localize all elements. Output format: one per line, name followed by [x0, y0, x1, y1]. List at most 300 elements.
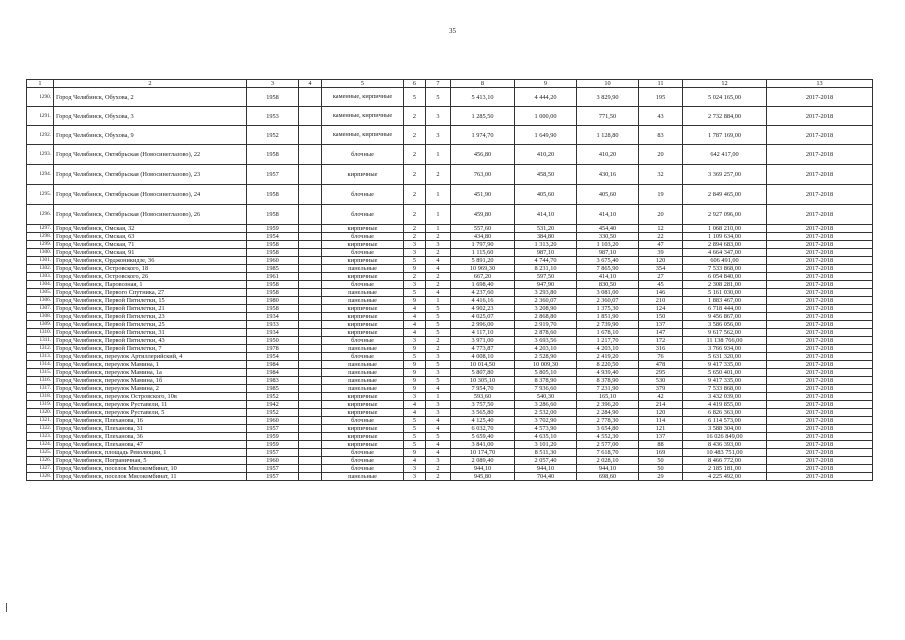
repair-cost-cell: 4 419 855,00	[683, 401, 767, 409]
year-built-cell: 1984	[247, 369, 299, 377]
address-cell: Город Челябинск, переулок Мамина, 1а	[54, 369, 247, 377]
table-row	[27, 185, 873, 205]
edge-mark	[6, 603, 7, 612]
repair-cost-cell: 3 588 304,00	[683, 425, 767, 433]
repair-cost-cell: 2 185 181,00	[683, 465, 767, 473]
repair-cost-cell: 1 787 169,00	[683, 126, 767, 145]
entrances-cell: 4	[426, 265, 451, 273]
table-row	[27, 345, 873, 353]
address-cell: Город Челябинск, Первой Пятилетки, 25	[54, 321, 247, 329]
private-area-cell: 987,10	[577, 249, 639, 257]
entrances-cell: 1	[426, 205, 451, 225]
residents-cell: 76	[639, 353, 683, 361]
private-area-cell: 2 739,90	[577, 321, 639, 329]
private-area-cell: 7 618,70	[577, 449, 639, 457]
repair-cost-cell: 6 114 573,00	[683, 417, 767, 425]
residents-cell: 210	[639, 297, 683, 305]
repair-cost-cell: 5 161 030,00	[683, 289, 767, 297]
private-area-cell: 4 203,10	[577, 345, 639, 353]
residents-cell: 114	[639, 417, 683, 425]
table-row	[27, 417, 873, 425]
entrances-cell: 5	[426, 305, 451, 313]
address-cell: Город Челябинск, Плеханова, 47	[54, 441, 247, 449]
private-area-cell: 414,10	[577, 205, 639, 225]
address-cell: Город Челябинск, Первой Пятилетки, 23	[54, 313, 247, 321]
floors-cell: 4	[404, 305, 426, 313]
col4-cell	[299, 385, 322, 393]
row-index-cell: 1313.	[27, 353, 54, 361]
total-area-cell: 1 797,90	[451, 241, 515, 249]
row-index-cell: 1317.	[27, 385, 54, 393]
residential-area-cell: 4 635,10	[515, 433, 577, 441]
wall-material-cell: кирпичные	[322, 393, 404, 401]
repair-cost-cell: 5 024 165,00	[683, 88, 767, 107]
col4-cell	[299, 409, 322, 417]
wall-material-cell: блочные	[322, 337, 404, 345]
entrances-cell: 5	[426, 361, 451, 369]
table-row	[27, 281, 873, 289]
floors-cell: 5	[404, 425, 426, 433]
wall-material-cell: кирпичные	[322, 165, 404, 185]
col4-cell	[299, 305, 322, 313]
total-area-cell: 4 125,40	[451, 417, 515, 425]
col4-cell	[299, 165, 322, 185]
row-index-cell: 1292.	[27, 126, 54, 145]
address-cell: Город Челябинск, Октябрьская (Новосинеглазово), 24	[54, 185, 247, 205]
entrances-cell: 5	[426, 377, 451, 385]
row-index-cell: 1298.	[27, 233, 54, 241]
floors-cell: 4	[404, 457, 426, 465]
year-built-cell: 1983	[247, 377, 299, 385]
repair-period-cell: 2017-2018	[767, 425, 873, 433]
column-number-cell: 12	[683, 80, 767, 88]
address-cell: Город Челябинск, Островского, 18	[54, 265, 247, 273]
residents-cell: 88	[639, 441, 683, 449]
private-area-cell: 405,60	[577, 185, 639, 205]
year-built-cell: 1960	[247, 417, 299, 425]
floors-cell: 5	[404, 289, 426, 297]
total-area-cell: 451,90	[451, 185, 515, 205]
total-area-cell: 456,80	[451, 145, 515, 165]
repair-cost-cell: 2 732 884,00	[683, 107, 767, 126]
residential-area-cell: 2 868,80	[515, 313, 577, 321]
col4-cell	[299, 401, 322, 409]
private-area-cell: 410,20	[577, 145, 639, 165]
year-built-cell: 1958	[247, 88, 299, 107]
residents-cell: 20	[639, 205, 683, 225]
table-row	[27, 449, 873, 457]
column-number-cell: 9	[515, 80, 577, 88]
wall-material-cell: кирпичные	[322, 441, 404, 449]
table-row	[27, 313, 873, 321]
repair-period-cell: 2017-2018	[767, 329, 873, 337]
floors-cell: 9	[404, 345, 426, 353]
table-row	[27, 165, 873, 185]
private-area-cell: 2 419,20	[577, 353, 639, 361]
year-built-cell: 1957	[247, 473, 299, 481]
row-index-cell: 1322.	[27, 425, 54, 433]
entrances-cell: 4	[426, 449, 451, 457]
repair-period-cell: 2017-2018	[767, 265, 873, 273]
wall-material-cell: блочные	[322, 233, 404, 241]
total-area-cell: 1 974,70	[451, 126, 515, 145]
total-area-cell: 4 008,10	[451, 353, 515, 361]
row-index-cell: 1291.	[27, 107, 54, 126]
repair-period-cell: 2017-2018	[767, 165, 873, 185]
repair-cost-cell: 2 894 683,00	[683, 241, 767, 249]
repair-cost-cell: 5 631 320,00	[683, 353, 767, 361]
private-area-cell: 2 360,07	[577, 297, 639, 305]
entrances-cell: 4	[426, 385, 451, 393]
address-cell: Город Челябинск, Первой Пятилетки, 7	[54, 345, 247, 353]
repair-period-cell: 2017-2018	[767, 441, 873, 449]
residents-cell: 214	[639, 401, 683, 409]
residential-area-cell: 3 693,56	[515, 337, 577, 345]
table-row	[27, 465, 873, 473]
col4-cell	[299, 465, 322, 473]
floors-cell: 3	[404, 465, 426, 473]
entrances-cell: 3	[426, 401, 451, 409]
table-row	[27, 385, 873, 393]
floors-cell: 5	[404, 257, 426, 265]
residential-area-cell: 3 208,90	[515, 305, 577, 313]
address-cell: Город Челябинск, переулок Руставели, 11	[54, 401, 247, 409]
repair-period-cell: 2017-2018	[767, 409, 873, 417]
table-row	[27, 88, 873, 107]
entrances-cell: 2	[426, 465, 451, 473]
entrances-cell: 3	[426, 107, 451, 126]
column-number-cell: 1	[27, 80, 54, 88]
year-built-cell: 1954	[247, 233, 299, 241]
residents-cell: 295	[639, 369, 683, 377]
table-row	[27, 473, 873, 481]
row-index-cell: 1307.	[27, 305, 54, 313]
entrances-cell: 2	[426, 273, 451, 281]
total-area-cell: 4 025,07	[451, 313, 515, 321]
floors-cell: 2	[404, 165, 426, 185]
year-built-cell: 1957	[247, 465, 299, 473]
address-cell: Город Челябинск, Первой Пятилетки, 15	[54, 297, 247, 305]
residents-cell: 43	[639, 107, 683, 126]
private-area-cell: 2 778,30	[577, 417, 639, 425]
residential-area-cell: 4 744,70	[515, 257, 577, 265]
address-cell: Город Челябинск, Островского, 26	[54, 273, 247, 281]
residential-area-cell: 8 231,10	[515, 265, 577, 273]
total-area-cell: 459,80	[451, 205, 515, 225]
residential-area-cell: 10 009,30	[515, 361, 577, 369]
floors-cell: 2	[404, 145, 426, 165]
col4-cell	[299, 425, 322, 433]
private-area-cell: 2 577,00	[577, 441, 639, 449]
year-built-cell: 1957	[247, 449, 299, 457]
floors-cell: 3	[404, 473, 426, 481]
col4-cell	[299, 185, 322, 205]
total-area-cell: 10 014,50	[451, 361, 515, 369]
row-index-cell: 1324.	[27, 441, 54, 449]
wall-material-cell: каменные, кирпичные	[322, 107, 404, 126]
col4-cell	[299, 321, 322, 329]
residents-cell: 379	[639, 385, 683, 393]
table-row	[27, 393, 873, 401]
residential-area-cell: 944,10	[515, 465, 577, 473]
year-built-cell: 1952	[247, 393, 299, 401]
entrances-cell: 4	[426, 257, 451, 265]
repair-cost-cell: 6 826 363,00	[683, 409, 767, 417]
floors-cell: 3	[404, 337, 426, 345]
private-area-cell: 3 829,90	[577, 88, 639, 107]
repair-period-cell: 2017-2018	[767, 88, 873, 107]
private-area-cell: 2 284,90	[577, 409, 639, 417]
row-index-cell: 1321.	[27, 417, 54, 425]
table-row	[27, 233, 873, 241]
total-area-cell: 2 996,00	[451, 321, 515, 329]
address-cell: Город Челябинск, Октябрьская (Новосинеглазово), 26	[54, 205, 247, 225]
col4-cell	[299, 441, 322, 449]
residents-cell: 50	[639, 457, 683, 465]
year-built-cell: 1958	[247, 205, 299, 225]
repair-period-cell: 2017-2018	[767, 205, 873, 225]
total-area-cell: 1 698,40	[451, 281, 515, 289]
repair-period-cell: 2017-2018	[767, 337, 873, 345]
private-area-cell: 1 851,90	[577, 313, 639, 321]
col4-cell	[299, 337, 322, 345]
wall-material-cell: блочные	[322, 457, 404, 465]
wall-material-cell: кирпичные	[322, 313, 404, 321]
residents-cell: 530	[639, 377, 683, 385]
residential-area-cell: 4 444,20	[515, 88, 577, 107]
col4-cell	[299, 265, 322, 273]
table-row	[27, 289, 873, 297]
residents-cell: 195	[639, 88, 683, 107]
col4-cell	[299, 361, 322, 369]
residents-cell: 150	[639, 313, 683, 321]
col4-cell	[299, 257, 322, 265]
floors-cell: 2	[404, 233, 426, 241]
year-built-cell: 1954	[247, 353, 299, 361]
floors-cell: 9	[404, 377, 426, 385]
total-area-cell: 3 841,00	[451, 441, 515, 449]
column-number-cell: 7	[426, 80, 451, 88]
year-built-cell: 1985	[247, 385, 299, 393]
total-area-cell: 6 032,70	[451, 425, 515, 433]
table-row	[27, 225, 873, 233]
residential-area-cell: 2 919,70	[515, 321, 577, 329]
floors-cell: 2	[404, 205, 426, 225]
table-row	[27, 273, 873, 281]
repair-period-cell: 2017-2018	[767, 185, 873, 205]
floors-cell: 9	[404, 449, 426, 457]
entrances-cell: 1	[426, 393, 451, 401]
private-area-cell: 944,10	[577, 465, 639, 473]
column-number-cell: 11	[639, 80, 683, 88]
table-row	[27, 401, 873, 409]
table-row	[27, 249, 873, 257]
residents-cell: 42	[639, 393, 683, 401]
table-row	[27, 205, 873, 225]
total-area-cell: 593,60	[451, 393, 515, 401]
col4-cell	[299, 377, 322, 385]
wall-material-cell: панельные	[322, 361, 404, 369]
private-area-cell: 8 378,90	[577, 377, 639, 385]
wall-material-cell: панельные	[322, 369, 404, 377]
total-area-cell: 5 413,10	[451, 88, 515, 107]
total-area-cell: 557,60	[451, 225, 515, 233]
repair-cost-cell: 1 883 467,00	[683, 297, 767, 305]
table-row	[27, 457, 873, 465]
private-area-cell: 1 217,70	[577, 337, 639, 345]
repair-period-cell: 2017-2018	[767, 433, 873, 441]
private-area-cell: 4 552,30	[577, 433, 639, 441]
page-number: 35	[449, 27, 456, 35]
wall-material-cell: блочные	[322, 449, 404, 457]
residential-area-cell: 414,10	[515, 205, 577, 225]
entrances-cell: 3	[426, 241, 451, 249]
total-area-cell: 4 773,87	[451, 345, 515, 353]
entrances-cell: 5	[426, 433, 451, 441]
repair-period-cell: 2017-2018	[767, 233, 873, 241]
private-area-cell: 3 081,00	[577, 289, 639, 297]
floors-cell: 4	[404, 313, 426, 321]
row-index-cell: 1312.	[27, 345, 54, 353]
repair-cost-cell: 9 417 335,00	[683, 377, 767, 385]
wall-material-cell: кирпичные	[322, 329, 404, 337]
col4-cell	[299, 473, 322, 481]
repair-cost-cell: 5 650 401,00	[683, 369, 767, 377]
total-area-cell: 4 237,60	[451, 289, 515, 297]
residents-cell: 50	[639, 465, 683, 473]
wall-material-cell: панельные	[322, 385, 404, 393]
residents-cell: 120	[639, 257, 683, 265]
residential-area-cell: 597,50	[515, 273, 577, 281]
year-built-cell: 1952	[247, 409, 299, 417]
year-built-cell: 1978	[247, 345, 299, 353]
table-row	[27, 321, 873, 329]
total-area-cell: 4 117,10	[451, 329, 515, 337]
residential-area-cell: 1 649,90	[515, 126, 577, 145]
address-cell: Город Челябинск, поселок Мясокомбинат, 11	[54, 473, 247, 481]
repair-period-cell: 2017-2018	[767, 457, 873, 465]
residential-area-cell: 1 313,20	[515, 241, 577, 249]
year-built-cell: 1950	[247, 337, 299, 345]
floors-cell: 2	[404, 273, 426, 281]
table-row	[27, 409, 873, 417]
residential-area-cell: 947,90	[515, 281, 577, 289]
year-built-cell: 1985	[247, 265, 299, 273]
repair-period-cell: 2017-2018	[767, 297, 873, 305]
private-area-cell: 454,40	[577, 225, 639, 233]
year-built-cell: 1959	[247, 225, 299, 233]
table-row	[27, 377, 873, 385]
entrances-cell: 1	[426, 225, 451, 233]
floors-cell: 2	[404, 107, 426, 126]
repair-period-cell: 2017-2018	[767, 225, 873, 233]
residents-cell: 146	[639, 289, 683, 297]
year-built-cell: 1952	[247, 126, 299, 145]
residents-cell: 22	[639, 233, 683, 241]
wall-material-cell: каменные, кирпичные	[322, 88, 404, 107]
row-index-cell: 1308.	[27, 313, 54, 321]
residential-area-cell: 540,30	[515, 393, 577, 401]
year-built-cell: 1958	[247, 281, 299, 289]
address-cell: Город Челябинск, Омская, 71	[54, 241, 247, 249]
residents-cell: 147	[639, 329, 683, 337]
table-row	[27, 369, 873, 377]
private-area-cell: 1 128,80	[577, 126, 639, 145]
residential-area-cell: 1 000,00	[515, 107, 577, 126]
col4-cell	[299, 457, 322, 465]
floors-cell: 5	[404, 353, 426, 361]
residents-cell: 478	[639, 361, 683, 369]
residents-cell: 121	[639, 425, 683, 433]
residential-area-cell: 405,60	[515, 185, 577, 205]
floors-cell: 4	[404, 329, 426, 337]
column-number-cell: 13	[767, 80, 873, 88]
repair-cost-cell: 606 491,00	[683, 257, 767, 265]
address-cell: Город Челябинск, переулок Мамина, 2	[54, 385, 247, 393]
repair-cost-cell: 1 068 210,00	[683, 225, 767, 233]
row-index-cell: 1320.	[27, 409, 54, 417]
private-area-cell: 2 028,10	[577, 457, 639, 465]
floors-cell: 4	[404, 321, 426, 329]
private-area-cell: 3 675,40	[577, 257, 639, 265]
total-area-cell: 3 971,00	[451, 337, 515, 345]
entrances-cell: 4	[426, 417, 451, 425]
row-index-cell: 1318.	[27, 393, 54, 401]
year-built-cell: 1957	[247, 165, 299, 185]
address-cell: Город Челябинск, переулок Руставели, 5	[54, 409, 247, 417]
repair-period-cell: 2017-2018	[767, 281, 873, 289]
residential-area-cell: 704,40	[515, 473, 577, 481]
address-cell: Город Челябинск, Плеханова, 31	[54, 425, 247, 433]
col4-cell	[299, 107, 322, 126]
entrances-cell: 3	[426, 409, 451, 417]
wall-material-cell: блочные	[322, 417, 404, 425]
floors-cell: 5	[404, 441, 426, 449]
year-built-cell: 1933	[247, 321, 299, 329]
year-built-cell: 1958	[247, 289, 299, 297]
residential-area-cell: 3 286,60	[515, 401, 577, 409]
private-area-cell: 1 678,10	[577, 329, 639, 337]
row-index-cell: 1326.	[27, 457, 54, 465]
row-index-cell: 1309.	[27, 321, 54, 329]
total-area-cell: 945,80	[451, 473, 515, 481]
floors-cell: 3	[404, 249, 426, 257]
wall-material-cell: кирпичные	[322, 273, 404, 281]
private-area-cell: 2 396,20	[577, 401, 639, 409]
housing-register-table	[26, 79, 873, 481]
repair-cost-cell: 3 432 039,00	[683, 393, 767, 401]
repair-period-cell: 2017-2018	[767, 273, 873, 281]
total-area-cell: 434,80	[451, 233, 515, 241]
wall-material-cell: кирпичные	[322, 305, 404, 313]
wall-material-cell: блочные	[322, 205, 404, 225]
col4-cell	[299, 369, 322, 377]
row-index-cell: 1301.	[27, 257, 54, 265]
address-cell: Город Челябинск, Плеханова, 36	[54, 433, 247, 441]
repair-period-cell: 2017-2018	[767, 345, 873, 353]
column-number-cell: 4	[299, 80, 322, 88]
address-cell: Город Челябинск, Омская, 63	[54, 233, 247, 241]
col4-cell	[299, 345, 322, 353]
repair-period-cell: 2017-2018	[767, 361, 873, 369]
repair-cost-cell: 2 927 096,00	[683, 205, 767, 225]
repair-period-cell: 2017-2018	[767, 377, 873, 385]
entrances-cell: 1	[426, 297, 451, 305]
residential-area-cell: 384,80	[515, 233, 577, 241]
residents-cell: 27	[639, 273, 683, 281]
entrances-cell: 2	[426, 249, 451, 257]
floors-cell: 5	[404, 433, 426, 441]
